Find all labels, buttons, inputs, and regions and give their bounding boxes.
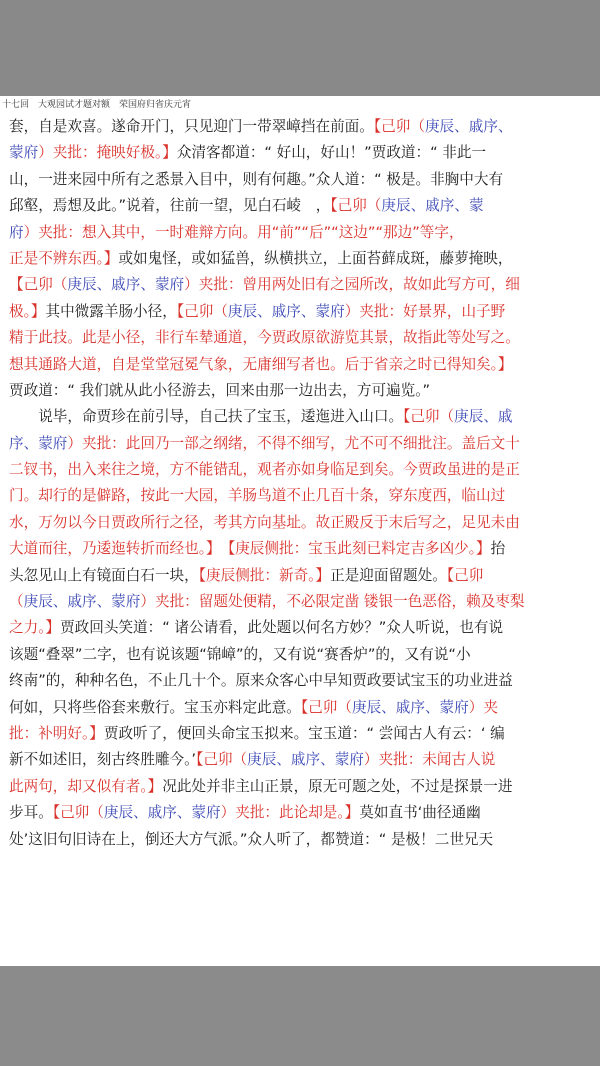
- commentary-span: 二钗书，出入来往之境，方不能错乱，观者亦如身临足到矣。今贾政虽进的是正: [9, 461, 520, 479]
- text-line: [9, 668, 591, 694]
- commentary-span: 【己卯（: [52, 804, 104, 822]
- commentary-span: 批：补明好。】: [9, 724, 104, 742]
- main-text-span: 邱壑，焉想及此。”说着，往前一望，见白石崚 ，: [9, 197, 331, 215]
- edition-name-span: 序、蒙府: [9, 434, 68, 452]
- commentary-span: ）夹批：此回乃一部之纲绪，不得不细写，尤不可不细批注。盖后文十: [67, 434, 520, 452]
- text-line: [9, 827, 591, 853]
- main-text-span: 贾政回头笑道：“ 诸公请看，此处题以何名方妙？”众人听说，也有说: [60, 619, 504, 637]
- main-text-span: 头忽见山上有镜面白石一块，: [9, 566, 199, 584]
- text-line: [9, 721, 591, 747]
- edition-name-span: 庚辰、戚序、蒙府: [351, 698, 469, 716]
- document-page[interactable]: [0, 96, 600, 966]
- body-text: [9, 114, 591, 853]
- text-line: [9, 299, 591, 325]
- commentary-span: 之力。】: [9, 619, 61, 637]
- commentary-span: 水，万勿以今日贾政所行之径，考其方向基址。故正殿反于末后写之，足见未由: [9, 513, 520, 531]
- text-line: [9, 615, 591, 641]
- commentary-span: ）夹批：留题处便精，不必限定凿 镂银一色恶俗，赖及枣梨: [140, 593, 525, 611]
- main-text-span: 该题“叠翠”二字，也有说该题“锦嶂”的，又有说“赛香炉”的，又有说“小: [9, 645, 471, 663]
- text-line: [9, 536, 591, 562]
- main-text-span: 何如，只将些俗套来敷行。宝玉亦料定此意。: [9, 698, 301, 716]
- commentary-span: 【己卯（: [196, 751, 248, 769]
- main-text-span: 处’这旧句旧诗在上，倒还大方气派。”众人听了，都赞道：“ 是极！二世兄天: [9, 830, 494, 848]
- text-line: [9, 642, 591, 668]
- commentary-span: 【己卯: [446, 566, 484, 584]
- text-line: [9, 246, 591, 272]
- text-line: [9, 404, 591, 430]
- text-line: [9, 483, 591, 509]
- edition-name-span: 庚辰、戚序、蒙府: [67, 276, 185, 294]
- main-text-span: 抬: [490, 540, 506, 558]
- edition-name-span: 庚辰、戚序、蒙: [381, 197, 484, 215]
- edition-name-span: 庚辰、戚序、: [424, 118, 513, 135]
- commentary-span: ）夹批：未闻古人说: [363, 751, 496, 769]
- main-text-span: 正是迎面留题处。: [330, 566, 447, 584]
- commentary-span: 【己卯（: [176, 302, 228, 320]
- main-text-span: 山，一进来园中所有之悉景入目中，则有何趣。”众人道：“ 极是。非胸中大有: [9, 170, 504, 188]
- text-line: [9, 140, 591, 166]
- text-line: [9, 220, 591, 246]
- edition-name-span: 庚辰、戚序、蒙府: [103, 804, 221, 822]
- text-line: [9, 589, 591, 615]
- commentary-span: ）夹批：好景界，山子野: [344, 302, 506, 320]
- text-line: [9, 167, 591, 193]
- running-head: 十七回 大观园试才题对额 荣国府归省庆元宵: [2, 100, 192, 110]
- commentary-span: 精于此技。此是小径，非行车辇通道，今贾政原欲游览其景，故指此等处写之。: [9, 329, 520, 347]
- text-line: [9, 272, 591, 298]
- commentary-span: 极。】: [9, 302, 46, 320]
- main-text-span: 莫如直书‘曲径通幽: [359, 804, 481, 822]
- commentary-span: 【庚辰侧批：新奇。】: [198, 566, 331, 584]
- text-line: [9, 695, 591, 721]
- commentary-span: 大道而往，乃逶迤转折而经也。】 【庚辰侧批：宝玉此刻已料定吉多凶少。】: [9, 540, 491, 558]
- text-line: [9, 431, 591, 457]
- commentary-span: 正是不辨东西。】: [9, 249, 119, 267]
- text-line: [9, 563, 591, 589]
- text-line: [9, 510, 591, 536]
- commentary-span: ）夹批：此论却是。】: [220, 804, 360, 822]
- main-text-span: 说毕，命贾珍在前引导，自己扶了宝玉，逶迤进入山口。: [9, 408, 404, 426]
- commentary-span: 想其通路大道，自是堂堂冠冕气象，无庸细写者也。后于省亲之时已得知矣。】: [9, 355, 513, 373]
- text-line: [9, 800, 591, 826]
- commentary-span: 【己卯（: [9, 276, 68, 294]
- edition-name-span: 庚辰、戚序、蒙府: [247, 751, 364, 769]
- text-line: [9, 747, 591, 773]
- main-text-span: 或如鬼怪，或如猛兽，纵横拱立，上面苔藓成斑，藤萝掩映，: [118, 249, 513, 267]
- main-text-span: 贾政道：“ 我们就从此小径游去，回来由那一边出去，方可遍览。”: [9, 381, 431, 399]
- commentary-span: 门。却行的是僻路，按此一大园，羊肠鸟道不止几百十条，穿东度西，临山过: [9, 487, 506, 505]
- edition-name-span: 府: [9, 223, 24, 241]
- main-text-span: 新不如述旧，刻古终胜雕今。’: [9, 751, 197, 769]
- commentary-span: 【己卯（: [300, 698, 352, 716]
- edition-name-span: 庚辰、戚: [454, 408, 513, 426]
- text-line: [9, 378, 591, 404]
- main-text-span: 套，自是欢喜。遂命开门，只见迎门一带翠嶂挡在前面。: [9, 118, 374, 135]
- commentary-span: 此两句，却又似有者。】: [9, 777, 163, 795]
- main-text-span: 贾政听了，便回头命宝玉拟来。宝玉道：“ 尝闻古人有云：‘ 编: [103, 724, 505, 742]
- commentary-span: ）夹: [468, 698, 498, 716]
- text-line: [9, 193, 591, 219]
- commentary-span: ）夹批：曾用两处旧有之园所改，故如此写方可，细: [184, 276, 520, 294]
- text-line: [9, 457, 591, 483]
- commentary-span: 【己卯（: [403, 408, 455, 426]
- text-line: [9, 325, 591, 351]
- edition-name-span: 庚辰、戚序、蒙府: [23, 593, 141, 611]
- text-line: [9, 774, 591, 800]
- top-background: [0, 0, 600, 96]
- commentary-span: ）夹批：掩映好极。】: [38, 144, 177, 162]
- main-text-span: 况此处并非主山正景，原无可题之处，不过是探景一进: [162, 777, 513, 795]
- commentary-span: ）夹批：想入其中，一时难辩方向。用“前”“后”“这边”“那边”等字，: [23, 223, 464, 241]
- bottom-background: [0, 966, 600, 1066]
- main-text-span: 步耳。: [9, 804, 53, 822]
- edition-name-span: 蒙府: [9, 144, 39, 162]
- commentary-span: （: [9, 593, 24, 611]
- text-line: [9, 114, 591, 140]
- main-text-span: 终南”的，种种名色，不止几十个。原来众客心中早知贾政要试宝玉的功业进益: [9, 672, 513, 690]
- edition-name-span: 庚辰、戚序、蒙府: [227, 302, 345, 320]
- commentary-span: 【己卯（: [373, 118, 425, 135]
- main-text-span: 其中微露羊肠小径，: [45, 302, 177, 320]
- main-text-span: 众清客都道：“ 好山，好山！”贾政道：“ 非此一: [176, 144, 487, 162]
- commentary-span: 【己卯（: [330, 197, 382, 215]
- text-line: [9, 352, 591, 378]
